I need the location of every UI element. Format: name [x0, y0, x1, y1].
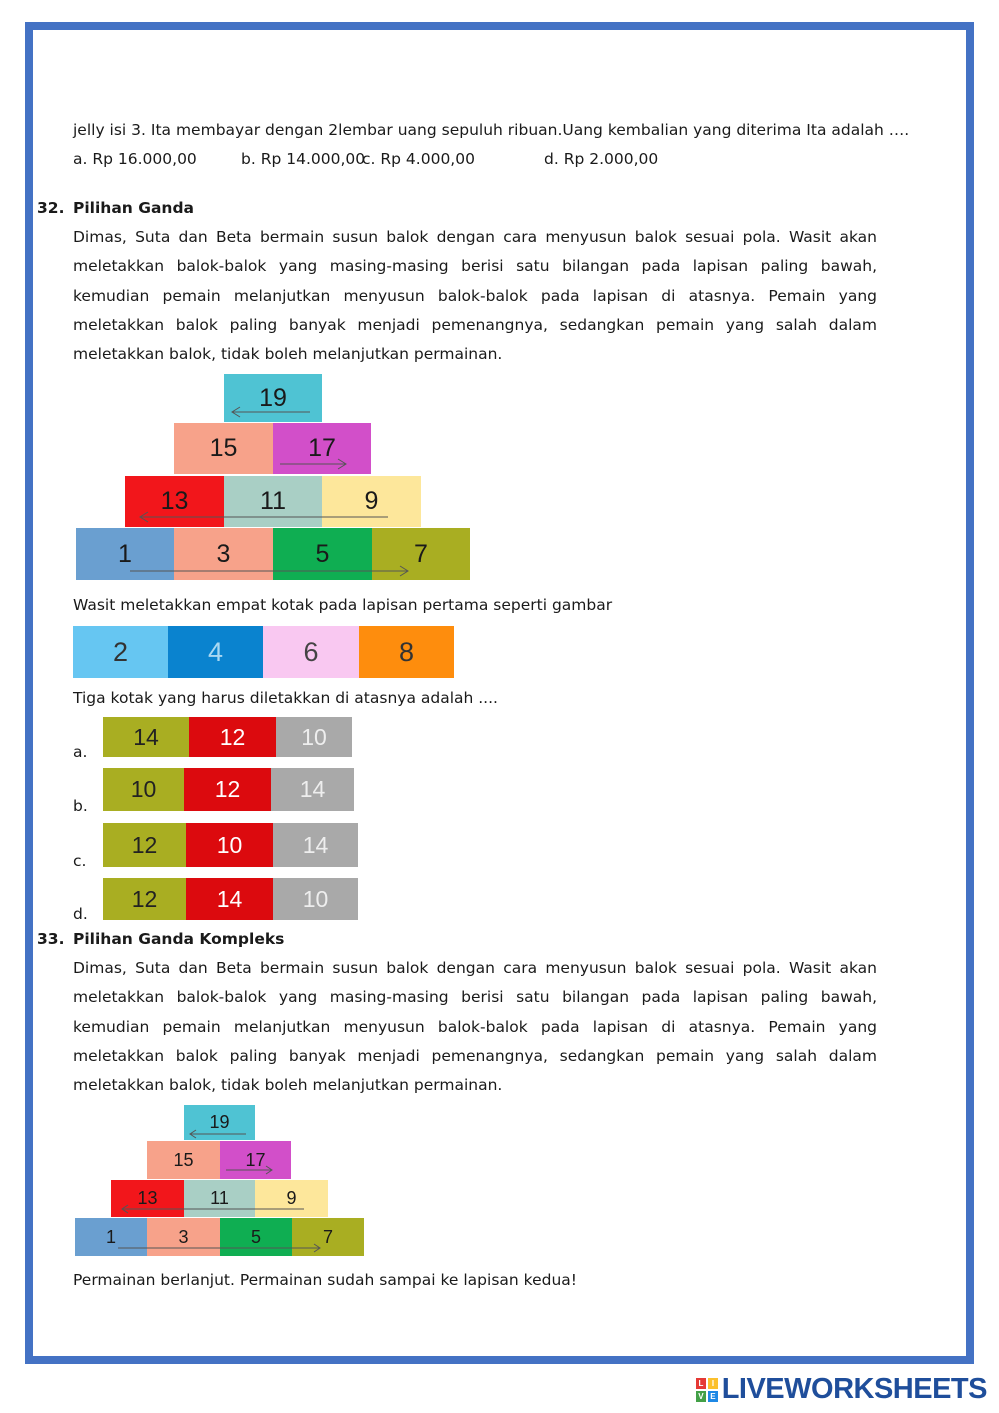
pyramid-block: 13 — [125, 476, 224, 527]
liveworksheets-logo[interactable] — [696, 1373, 987, 1406]
choice-block: 10 — [273, 878, 358, 920]
choice-block: 14 — [273, 823, 358, 867]
pyramid-block: 15 — [174, 423, 273, 474]
first-layer-block: 2 — [73, 626, 168, 678]
choice-block: 12 — [103, 878, 186, 920]
choice-block: 10 — [186, 823, 273, 867]
q31-option-c[interactable]: c. Rp 4.000,00 — [362, 150, 475, 168]
pyramid-block: 3 — [147, 1218, 220, 1256]
choice-block: 14 — [186, 878, 273, 920]
pyramid-block: 17 — [220, 1141, 291, 1179]
q31-option-b[interactable]: b. Rp 14.000,00 — [241, 150, 366, 168]
pyramid-block: 13 — [111, 1180, 184, 1217]
logo-text: LIVEWORKSHEETS — [721, 1373, 987, 1405]
q31-option-a[interactable]: a. Rp 16.000,00 — [73, 150, 197, 168]
q32-number: 32. — [37, 199, 65, 217]
pyramid-block: 11 — [184, 1180, 255, 1217]
q33-type: Pilihan Ganda Kompleks — [73, 930, 285, 948]
pyramid-block: 1 — [76, 528, 174, 580]
q33-closing: Permainan berlanjut. Permainan sudah sampai ke lapisan kedua! — [73, 1271, 577, 1289]
q32-paragraph: Dimas, Suta dan Beta bermain susun balok dengan cara menyusun balok sesuai pola. Wasit akan meletakkan balok-balok yang masing-masing berisi satu bilangan pada lapisan paling bawah, kemudian pemain melanjutkan menyusun balok-balok pada lapisan di atasnya. Pemain yang meletakkan balok paling banyak menjadi pemenangnya, sedangkan pemain yang salah dalam meletakkan balok, tidak boleh melanjutkan permainan. — [73, 228, 877, 364]
pyramid-block: 5 — [273, 528, 372, 580]
choice-block: 10 — [276, 717, 352, 757]
pyramid-block: 9 — [255, 1180, 328, 1217]
first-layer-block: 6 — [263, 626, 359, 678]
pyramid-block: 15 — [147, 1141, 220, 1179]
first-layer-block: 4 — [168, 626, 263, 678]
choice-block: 12 — [189, 717, 276, 757]
choice-block: 10 — [103, 768, 184, 811]
q31-continuation: jelly isi 3. Ita membayar dengan 2lembar uang sepuluh ribuan.Uang kembalian yang diterima Ita adalah …. — [73, 121, 910, 139]
pyramid-block: 11 — [224, 476, 322, 527]
choice-block: 14 — [103, 717, 189, 757]
pyramid-block: 7 — [372, 528, 470, 580]
pyramid-block: 9 — [322, 476, 421, 527]
choice-block: 14 — [271, 768, 354, 811]
q32-type: Pilihan Ganda — [73, 199, 194, 217]
pyramid-block: 1 — [75, 1218, 147, 1256]
choice-block: 12 — [184, 768, 271, 811]
pyramid-block: 19 — [184, 1105, 255, 1140]
q33-number: 33. — [37, 930, 65, 948]
logo-mark: L I V E — [696, 1378, 718, 1402]
choice-letter: c. — [73, 852, 87, 870]
pyramid-block: 17 — [273, 423, 371, 474]
first-layer-block: 8 — [359, 626, 454, 678]
choice-letter: b. — [73, 797, 88, 815]
pyramid-block: 19 — [224, 374, 322, 422]
q33-paragraph: Dimas, Suta dan Beta bermain susun balok dengan cara menyusun balok sesuai pola. Wasit akan meletakkan balok-balok yang masing-masing berisi satu bilangan pada lapisan paling bawah, kemudian pemain melanjutkan menyusun balok-balok pada lapisan di atasnya. Pemain yang meletakkan balok paling banyak menjadi pemenangnya, sedangkan pemain yang salah dalam meletakkan balok, tidak boleh melanjutkan permainan. — [73, 959, 877, 1095]
pyramid-block: 3 — [174, 528, 273, 580]
q31-option-d[interactable]: d. Rp 2.000,00 — [544, 150, 659, 168]
q32-wasit-text: Wasit meletakkan empat kotak pada lapisan pertama seperti gambar — [73, 596, 613, 614]
choice-block: 12 — [103, 823, 186, 867]
pyramid-block: 7 — [292, 1218, 364, 1256]
q32-question: Tiga kotak yang harus diletakkan di atasnya adalah .... — [73, 689, 498, 707]
pyramid-block: 5 — [220, 1218, 292, 1256]
choice-letter: d. — [73, 905, 88, 923]
choice-letter: a. — [73, 743, 88, 761]
